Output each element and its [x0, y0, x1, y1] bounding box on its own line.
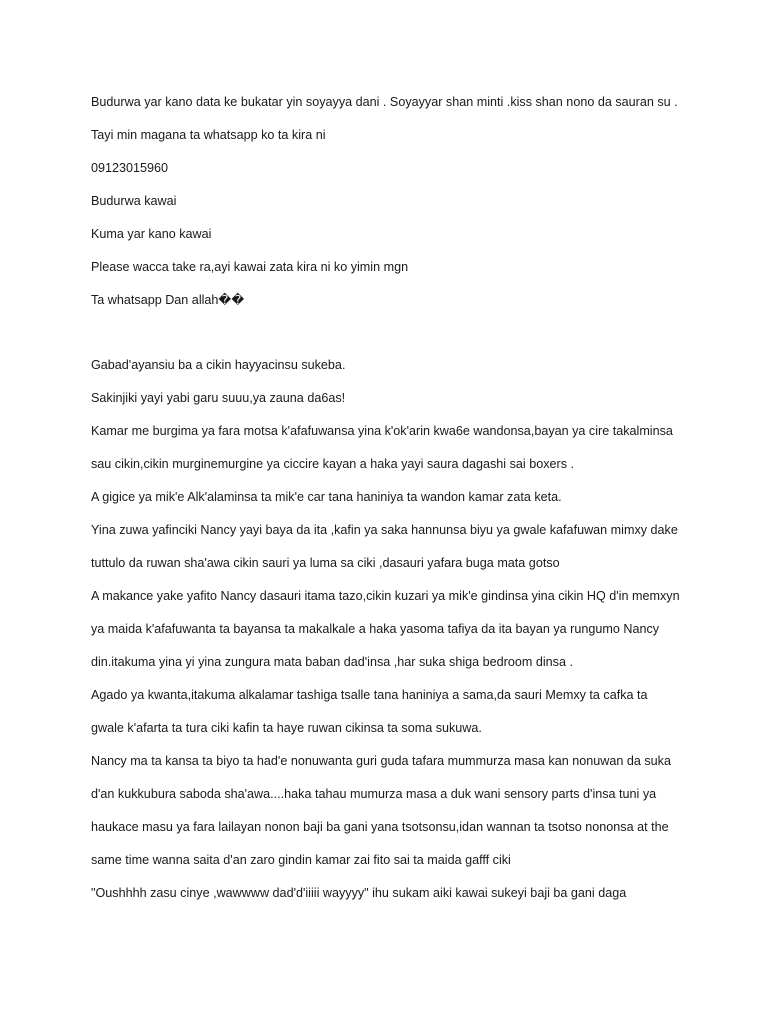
- text-line: Please wacca take ra,ayi kawai zata kira ni ko yimin mgn: [91, 260, 409, 274]
- text-line: Kamar me burgima ya fara motsa k'afafuwansa yina k'ok'arin kwa6e wandonsa,bayan ya cire takalminsa: [91, 424, 673, 438]
- text-line: Budurwa kawai: [91, 194, 177, 208]
- text-line: Ta whatsapp Dan allah��: [91, 293, 245, 307]
- text-line: Nancy ma ta kansa ta biyo ta had'e nonuwanta guri guda tafara mummurza masa kan nonuwan da suka: [91, 754, 671, 768]
- text-line: Gabad'ayansiu ba a cikin hayyacinsu sukeba.: [91, 358, 346, 372]
- text-line: Kuma yar kano kawai: [91, 227, 212, 241]
- text-line: "Oushhhh zasu cinye ,wawwww dad'd'iiiii wayyyy" ihu sukam aiki kawai sukeyi baji ba gani daga: [91, 886, 627, 900]
- text-line: Sakinjiki yayi yabi garu suuu,ya zauna da6as!: [91, 391, 346, 405]
- text-line: Budurwa yar kano data ke bukatar yin soyayya dani . Soyayyar shan minti .kiss shan nono da sauran su .: [91, 95, 678, 109]
- text-line: ya maida k'afafuwanta ta bayansa ta makalkale a haka yasoma tafiya da ita bayan ya rungumo Nancy: [91, 622, 660, 636]
- text-line: A makance yake yafito Nancy dasauri itama tazo,cikin kuzari ya mik'e gindinsa yina cikin HQ d'in memxyn: [91, 589, 680, 603]
- text-line: A gigice ya mik'e Alk'alaminsa ta mik'e car tana haniniya ta wandon kamar zata keta.: [91, 490, 562, 504]
- text-line: tuttulo da ruwan sha'awa cikin sauri ya luma sa ciki ,dasauri yafara buga mata gotso: [91, 556, 560, 570]
- text-line: gwale k'afarta ta tura ciki kafin ta haye ruwan cikinsa ta soma sukuwa.: [91, 721, 482, 735]
- text-line: din.itakuma yina yi yina zungura mata baban dad'insa ,har suka shiga bedroom dinsa .: [91, 655, 573, 669]
- text-line: Yina zuwa yafinciki Nancy yayi baya da ita ,kafin ya saka hannunsa biyu ya gwale kafafuwan mimxy dake: [91, 523, 678, 537]
- text-line: 09123015960: [91, 161, 169, 175]
- text-line: haukace masu ya fara lailayan nonon baji ba gani yana tsotsonsu,idan wannan ta tsotso nononsa at the: [91, 820, 669, 834]
- text-line: Agado ya kwanta,itakuma alkalamar tashiga tsalle tana haniniya a sama,da sauri Memxy ta cafka ta: [91, 688, 648, 702]
- text-line: d'an kukkubura saboda sha'awa....haka tahau mumurza masa a duk wani sensory parts d'insa tuni ya: [91, 787, 657, 801]
- text-line: same time wanna saita d'an zaro gindin kamar zai fito sai ta maida gafff ciki: [91, 853, 511, 867]
- text-line: sau cikin,cikin murginemurgine ya ciccire kayan a haka yayi saura dagashi sai boxers .: [91, 457, 574, 471]
- text-line: Tayi min magana ta whatsapp ko ta kira ni: [91, 128, 326, 142]
